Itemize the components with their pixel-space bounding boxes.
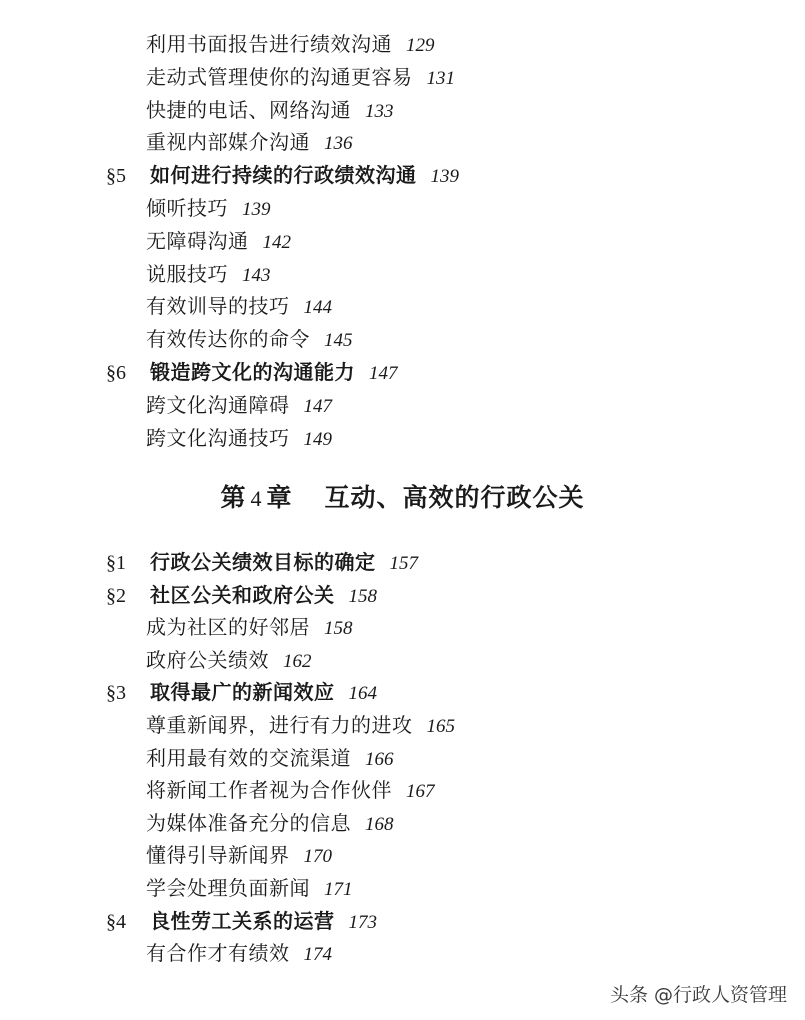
page-number: 149 xyxy=(303,428,332,450)
toc-subsection-entry xyxy=(146,126,353,155)
entry-title: 无障碍沟通 xyxy=(146,228,249,253)
page-number: 158 xyxy=(324,618,353,640)
toc-subsection-entry xyxy=(146,774,435,803)
entry-title: 政府公关绩效 xyxy=(146,647,269,672)
toc-subsection-entry xyxy=(146,258,271,287)
entry-title: 倾听技巧 xyxy=(146,196,228,220)
entry-title: 懂得引导新闻界 xyxy=(146,843,290,868)
section-marker: §3 xyxy=(106,682,126,705)
section-marker: §6 xyxy=(106,362,126,384)
entry-title: 利用书面报告进行绩效沟通 xyxy=(146,32,392,56)
entry-title: 走动式管理使你的沟通更容易 xyxy=(146,64,413,89)
section-marker: §1 xyxy=(106,552,126,574)
entry-title: 有效训导的技巧 xyxy=(146,294,290,319)
toc-section-entry xyxy=(106,159,459,188)
page-number: 139 xyxy=(242,199,271,220)
entry-title: 重视内部媒介沟通 xyxy=(146,130,310,155)
toc-section-entry xyxy=(106,579,377,608)
toc-section-entry xyxy=(106,676,377,705)
page-number: 131 xyxy=(426,67,455,89)
toc-subsection-entry xyxy=(146,742,394,771)
page-number: 143 xyxy=(242,264,271,286)
page-number: 173 xyxy=(348,911,377,933)
entry-title: 跨文化沟通技巧 xyxy=(146,425,290,450)
chapter-number: 4 xyxy=(250,486,263,511)
page-number: 147 xyxy=(369,363,398,384)
toc-section-entry xyxy=(106,356,398,385)
page-number: 142 xyxy=(262,231,291,253)
page-number: 174 xyxy=(303,944,332,966)
toc-subsection-entry xyxy=(146,28,435,57)
section-marker: §2 xyxy=(106,584,126,607)
toc-subsection-entry xyxy=(146,192,271,221)
toc-subsection-entry xyxy=(146,709,455,738)
chapter-suffix: 章 xyxy=(266,483,293,512)
toc-subsection-entry xyxy=(146,807,394,836)
toc-subsection-entry xyxy=(146,644,312,673)
toc-subsection-entry xyxy=(146,323,353,352)
page-number: 133 xyxy=(365,100,394,122)
entry-title: 如何进行持续的行政绩效沟通 xyxy=(150,163,417,188)
toc-subsection-entry xyxy=(146,94,394,123)
page-number: 129 xyxy=(406,35,435,56)
page-number: 158 xyxy=(348,585,377,607)
page-number: 167 xyxy=(406,781,435,803)
toc-subsection-entry xyxy=(146,611,353,640)
entry-title: 利用最有效的交流渠道 xyxy=(146,745,351,770)
chapter-heading xyxy=(0,478,805,514)
watermark: 头条 @行政人资管理 xyxy=(609,984,787,1006)
page-number: 162 xyxy=(283,650,312,672)
page-number: 168 xyxy=(365,813,394,835)
entry-title: 将新闻工作者视为合作伙伴 xyxy=(146,778,392,803)
entry-title: 跨文化沟通障碍 xyxy=(146,392,290,417)
section-marker: §4 xyxy=(106,910,126,933)
entry-title: 取得最广的新闻效应 xyxy=(150,680,335,705)
section-marker: §5 xyxy=(106,165,126,188)
chapter-prefix: 第 xyxy=(220,483,247,512)
page-number: 139 xyxy=(430,166,459,188)
entry-title: 为媒体准备充分的信息 xyxy=(146,810,351,835)
page-number: 170 xyxy=(303,846,332,868)
entry-title: 社区公关和政府公关 xyxy=(150,582,335,607)
page-number: 136 xyxy=(324,133,353,155)
entry-title: 有效传达你的命令 xyxy=(146,327,310,352)
page-number: 165 xyxy=(426,716,455,737)
page-number: 164 xyxy=(348,683,377,705)
page-number: 144 xyxy=(303,297,332,319)
toc-subsection-entry xyxy=(146,422,332,451)
toc-subsection-entry xyxy=(146,290,332,319)
entry-title: 成为社区的好邻居 xyxy=(146,615,310,640)
chapter-title: 互动、高效的行政公关 xyxy=(324,483,585,512)
entry-title: 良性劳工关系的运营 xyxy=(150,908,335,933)
entry-title: 尊重新闻界，进行有力的进攻 xyxy=(146,713,413,737)
toc-subsection-entry xyxy=(146,839,332,868)
toc-subsection-entry xyxy=(146,937,332,966)
entry-title: 锻造跨文化的沟通能力 xyxy=(150,360,355,384)
toc-subsection-entry xyxy=(146,225,291,254)
page-number: 166 xyxy=(365,748,394,770)
entry-title: 有合作才有绩效 xyxy=(146,941,290,966)
page-number: 147 xyxy=(303,395,332,417)
toc-subsection-entry xyxy=(146,389,332,418)
toc-subsection-entry xyxy=(146,872,353,901)
entry-title: 快捷的电话、网络沟通 xyxy=(146,97,351,122)
entry-title: 行政公关绩效目标的确定 xyxy=(150,550,376,574)
page-number: 145 xyxy=(324,330,353,352)
toc-section-entry xyxy=(106,546,418,575)
page-number: 171 xyxy=(324,879,353,900)
toc-section-entry xyxy=(106,905,377,934)
entry-title: 说服技巧 xyxy=(146,261,228,286)
toc-subsection-entry xyxy=(146,61,455,90)
page-number: 157 xyxy=(389,553,418,574)
entry-title: 学会处理负面新闻 xyxy=(146,876,310,900)
